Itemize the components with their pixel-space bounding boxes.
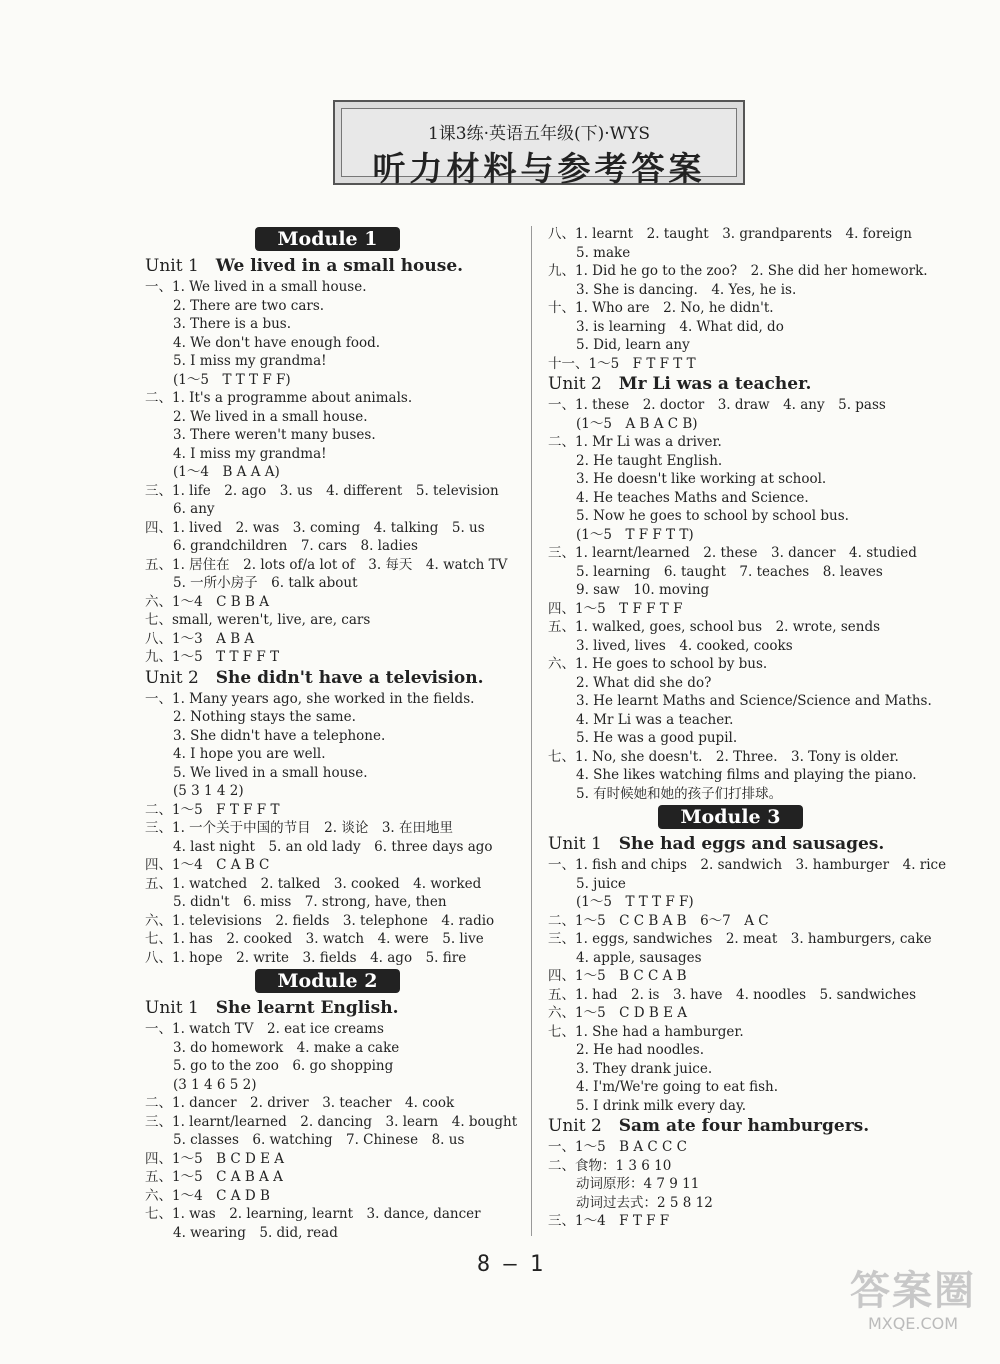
answer-line: 二、1. dancer 2. driver 3. teacher 4. cook	[145, 1095, 455, 1111]
answer-line: 5. He was a good pupil.	[576, 730, 738, 746]
answer-line: 三、1. learnt/learned 2. these 3. dancer 4. studied	[548, 545, 917, 561]
answer-line: (3 1 4 6 5 2)	[173, 1076, 257, 1093]
answer-line: 二、食物：1 3 6 10	[548, 1157, 672, 1174]
unit-title: Mr Li was a teacher.	[601, 374, 812, 394]
module-heading: Module 2	[255, 969, 400, 993]
answer-line: 4. We don't have enough food.	[173, 334, 381, 351]
answer-line: 八、1. learnt 2. taught 3. grandparents 4. foreign	[548, 226, 912, 242]
answer-line: 六、1. He goes to school by bus.	[548, 656, 768, 672]
unit-number: Unit 2	[548, 1116, 602, 1136]
answer-line: 5. Did, learn any	[576, 337, 690, 353]
answer-line: 3. There weren't many buses.	[173, 427, 376, 443]
unit-title: She learnt English.	[198, 998, 399, 1018]
answer-line: 三、1. life 2. ago 3. us 4. different 5. television	[145, 482, 499, 499]
answer-line: 三、1. eggs, sandwiches 2. meat 3. hamburgers, cake	[548, 931, 932, 947]
answer-line: (1～4 B A A A)	[173, 464, 280, 480]
answer-line: 一、1. these 2. doctor 3. draw 4. any 5. pass	[548, 397, 886, 413]
unit-heading	[145, 255, 463, 277]
answer-line: 十、1. Who are 2. No, he didn't.	[548, 300, 774, 316]
answer-line: 三、1. 一个关于中国的节目 2. 谈论 3. 在田地里	[145, 820, 454, 836]
answer-line: 3. is learning 4. What did, do	[576, 318, 784, 335]
answer-line: 六、1～4 C B B A	[145, 593, 269, 610]
unit-number: Unit 2	[548, 374, 602, 394]
answer-line: 一、1. watch TV 2. eat ice creams	[145, 1021, 384, 1037]
answer-line: 一、1. Many years ago, she worked in the fields.	[145, 690, 475, 707]
answer-line: 四、1～5 B C C A B	[548, 968, 687, 984]
answer-line: 七、1. has 2. cooked 3. watch 4. were 5. live	[145, 931, 484, 947]
answer-line: 三、1. learnt/learned 2. dancing 3. learn 4. bought	[145, 1113, 518, 1130]
answer-line: 十一、1～5 F T F T T	[548, 355, 696, 372]
answer-line: 七、1. No, she doesn't. 2. Three. 3. Tony is older.	[548, 748, 899, 765]
title-banner	[333, 100, 745, 188]
answer-line: 5. Now he goes to school by school bus.	[576, 508, 849, 524]
answer-line: 2. There are two cars.	[173, 297, 325, 314]
answer-line: 5. learning 6. taught 7. teaches 8. leaves	[576, 563, 883, 580]
answer-line: (1～5 A B A C B)	[576, 415, 698, 432]
answer-line: 七、1. She had a hamburger.	[548, 1023, 744, 1040]
answer-line: 2. He taught English.	[576, 452, 723, 469]
answer-line: 五、1～5 C A B A A	[145, 1169, 283, 1185]
answer-line: 九、1. Did he go to the zoo? 2. She did her homework.	[548, 263, 928, 279]
unit-heading	[548, 833, 884, 855]
answer-line: 3. lived, lives 4. cooked, cooks	[576, 637, 793, 654]
unit-number: Unit 1	[548, 834, 602, 854]
answer-line: 九、1～5 T T F F T	[145, 649, 280, 665]
answer-line: 3. They drank juice.	[576, 1060, 713, 1077]
answer-line: 动词过去式：2 5 8 12	[576, 1194, 713, 1211]
unit-heading	[548, 373, 811, 395]
answer-line: 五、1. 居住在 2. lots of/a lot of 3. 每天 4. watch TV	[145, 556, 508, 573]
answer-line: 4. I miss my grandma!	[173, 445, 327, 462]
answer-line: 3. There is a bus.	[173, 316, 292, 332]
unit-number: Unit 1	[145, 998, 199, 1018]
answer-line: 5. I miss my grandma!	[173, 353, 327, 369]
module-heading: Module 3	[658, 805, 803, 829]
answer-line: 一、1. We lived in a small house.	[145, 279, 367, 295]
answer-line: 4. He teaches Maths and Science.	[576, 489, 809, 506]
unit-heading	[145, 997, 398, 1019]
answer-line: 动词原形：4 7 9 11	[576, 1176, 700, 1192]
answer-line: 5. didn't 6. miss 7. strong, have, then	[173, 894, 447, 910]
page-title: 听力材料与参考答案	[372, 149, 706, 188]
module-heading: Module 1	[255, 227, 400, 251]
answer-line: 3. She didn't have a telephone.	[173, 727, 386, 744]
answer-line: 六、1～4 C A D B	[145, 1187, 270, 1204]
answer-line: (1～5 T T T F F)	[173, 371, 291, 388]
answer-line: 四、1～4 C A B C	[145, 857, 270, 873]
answer-line: 六、1. televisions 2. fields 3. telephone 4. radio	[145, 912, 495, 929]
answer-line: 4. She likes watching films and playing the piano.	[576, 767, 917, 783]
answer-line: 9. saw 10. moving	[576, 582, 710, 598]
answer-line: 4. I'm/We're going to eat fish.	[576, 1079, 779, 1095]
answer-line: 五、1. watched 2. talked 3. cooked 4. worked	[145, 875, 482, 892]
watermark	[838, 1268, 988, 1348]
page-number: 8 — 1	[476, 1252, 544, 1277]
unit-heading	[145, 667, 484, 689]
answer-line: 4. I hope you are well.	[173, 746, 326, 762]
answer-line: 四、1～5 B C D E A	[145, 1150, 285, 1167]
answer-line: 五、1. had 2. is 3. have 4. noodles 5. sandwiches	[548, 986, 917, 1003]
answer-line: 4. Mr Li was a teacher.	[576, 711, 734, 728]
answer-line: 七、small, weren't, live, are, cars	[145, 612, 371, 628]
answer-line: 二、1. Mr Li was a driver.	[548, 434, 722, 450]
answer-line: 八、1. hope 2. write 3. fields 4. ago 5. fire	[145, 949, 467, 966]
answer-line: (5 3 1 4 2)	[173, 783, 244, 799]
title-banner-frame	[341, 108, 737, 188]
answer-line: 5. 有时候她和她的孩子们打排球。	[576, 785, 783, 802]
answer-line: 4. apple, sausages	[576, 949, 702, 966]
answer-line: 5. juice	[576, 875, 626, 892]
answer-line: (1～5 T T T F F)	[576, 894, 694, 910]
answer-line: 5. classes 6. watching 7. Chinese 8. us	[173, 1132, 465, 1148]
book-subtitle: 1课3练·英语五年级(下)·WYS	[427, 124, 651, 144]
unit-title: She had eggs and sausages.	[601, 834, 885, 854]
answer-line: 2. What did she do?	[576, 674, 712, 691]
watermark-logo: 答案圈	[850, 1268, 976, 1314]
answer-line: 5. I drink milk every day.	[576, 1097, 747, 1114]
answer-line: 3. do homework 4. make a cake	[173, 1039, 400, 1056]
answer-line: 三、1～4 F T F F	[548, 1213, 670, 1229]
answer-line: 六、1～5 C D B E A	[548, 1005, 688, 1021]
answer-line: 四、1～5 T F F T F	[548, 600, 683, 617]
answer-line: 5. go to the zoo 6. go shopping	[173, 1058, 394, 1074]
answer-line: 二、1. It's a programme about animals.	[145, 390, 413, 406]
answer-line: 一、1. fish and chips 2. sandwich 3. hamburger 4. rice	[548, 857, 947, 873]
answer-line: 2. Nothing stays the same.	[173, 709, 356, 725]
answer-line: 3. He doesn't like working at school.	[576, 471, 827, 487]
unit-title: We lived in a small house.	[198, 256, 464, 276]
answer-line: 二、1～5 F T F F T	[145, 801, 280, 818]
answer-line: 3. He learnt Maths and Science/Science and Maths.	[576, 693, 932, 709]
answer-line: 5. make	[576, 244, 631, 261]
answer-line: 6. any	[173, 501, 215, 517]
answer-line: (1～5 T F F T T)	[576, 526, 694, 543]
answer-line: 四、1. lived 2. was 3. coming 4. talking 5. us	[145, 519, 485, 536]
answer-line: 5. 一所小房子 6. talk about	[173, 575, 358, 591]
answer-line: 2. We lived in a small house.	[173, 408, 368, 425]
unit-number: Unit 2	[145, 667, 199, 688]
column-divider	[531, 226, 532, 1236]
unit-heading	[548, 1115, 869, 1137]
watermark-site: MXQE.COM	[867, 1314, 959, 1333]
answer-line: 七、1. was 2. learning, learnt 3. dance, dancer	[145, 1206, 481, 1222]
answer-line: 五、1. walked, goes, school bus 2. wrote, sends	[548, 619, 881, 635]
answer-line: 6. grandchildren 7. cars 8. ladies	[173, 538, 418, 554]
answer-line: 4. wearing 5. did, read	[173, 1224, 338, 1241]
answer-line: 3. She is dancing. 4. Yes, he is.	[576, 281, 797, 298]
unit-title: She didn't have a television.	[198, 667, 484, 688]
unit-number: Unit 1	[145, 256, 199, 276]
answer-line: 2. He had noodles.	[576, 1042, 705, 1058]
answer-line: 5. We lived in a small house.	[173, 764, 368, 781]
answer-line: 二、1～5 C C B A B 6～7 A C	[548, 912, 769, 929]
answer-line: 4. last night 5. an old lady 6. three days ago	[173, 838, 493, 855]
answer-line: 八、1～3 A B A	[145, 630, 255, 647]
unit-title: Sam ate four hamburgers.	[601, 1116, 870, 1136]
answer-line: 一、1～5 B A C C C	[548, 1139, 688, 1155]
